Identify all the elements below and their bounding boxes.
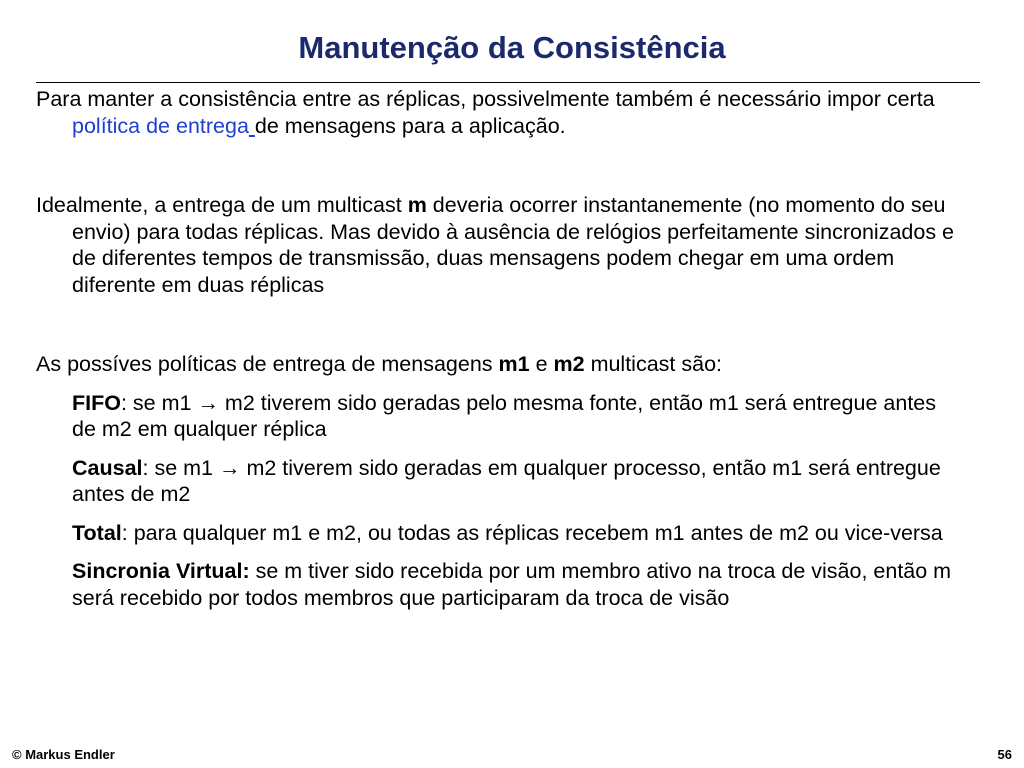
paragraph-text: e xyxy=(529,352,554,376)
paragraph-ideal-delivery xyxy=(36,192,956,298)
slide-body xyxy=(36,86,956,611)
policy-name: Sincronia Virtual: xyxy=(72,559,250,583)
policy-name: Causal xyxy=(72,455,143,480)
spacer xyxy=(36,139,956,192)
page-number: 56 xyxy=(997,747,1012,762)
policy-causal xyxy=(36,455,956,508)
arrow-icon: → xyxy=(197,390,219,415)
arrow-icon: → xyxy=(218,455,241,480)
paragraph-text: Idealmente, a entrega de um multicast xyxy=(36,193,408,217)
bold-term-m: m xyxy=(407,193,427,217)
slide-title: Manutenção da Consistência xyxy=(298,30,726,65)
paragraph-text: As possíves políticas de entrega de mensagens xyxy=(36,352,499,376)
policy-text: : para qualquer m1 e m2, ou todas as réplicas recebem m1 antes de m2 ou vice-versa xyxy=(121,520,943,545)
title-divider xyxy=(36,82,980,83)
policy-text: : se m1 xyxy=(120,390,198,415)
policy-text: m2 tiverem sido geradas pelo mesma fonte, então m1 será entregue antes de m2 em qualquer réplica xyxy=(72,390,936,441)
spacer xyxy=(36,298,956,351)
policy-virtual-synchrony xyxy=(36,558,956,611)
delivery-policy-link[interactable]: política de entrega xyxy=(72,113,249,138)
policy-name: Total xyxy=(72,520,122,545)
paragraph-text: Para manter a consistência entre as réplicas, possivelmente também é necessário impor certa xyxy=(36,87,935,111)
policy-text: : se m1 xyxy=(142,455,219,480)
policy-name: FIFO xyxy=(72,390,121,415)
bold-term-m2: m2 xyxy=(553,352,585,376)
paragraph-text: multicast são: xyxy=(584,352,723,376)
policy-total xyxy=(36,520,956,547)
paragraph-text: de mensagens para a aplicação. xyxy=(254,113,566,138)
bold-term-m1: m1 xyxy=(498,352,530,376)
footer-author: © Markus Endler xyxy=(12,747,115,762)
paragraph-policies-intro xyxy=(36,351,956,378)
policy-fifo xyxy=(36,390,956,443)
paragraph-delivery-policy xyxy=(36,86,956,139)
paragraph-text: deveria ocorrer instantanemente (no momento do seu envio) para todas réplicas. Mas devido à ausência de relógios perfeitamente sincronizados e de diferentes tempos de transmissão, duas mensagens podem chegar em uma ordem diferente em duas réplicas xyxy=(72,193,955,297)
policy-text: se m tiver sido recebida por um membro ativo na troca de visão, então m será recebido por todos membros que participaram da troca de visão xyxy=(72,559,952,610)
policy-text: m2 tiverem sido geradas em qualquer processo, então m1 será entregue antes de m2 xyxy=(72,455,941,506)
